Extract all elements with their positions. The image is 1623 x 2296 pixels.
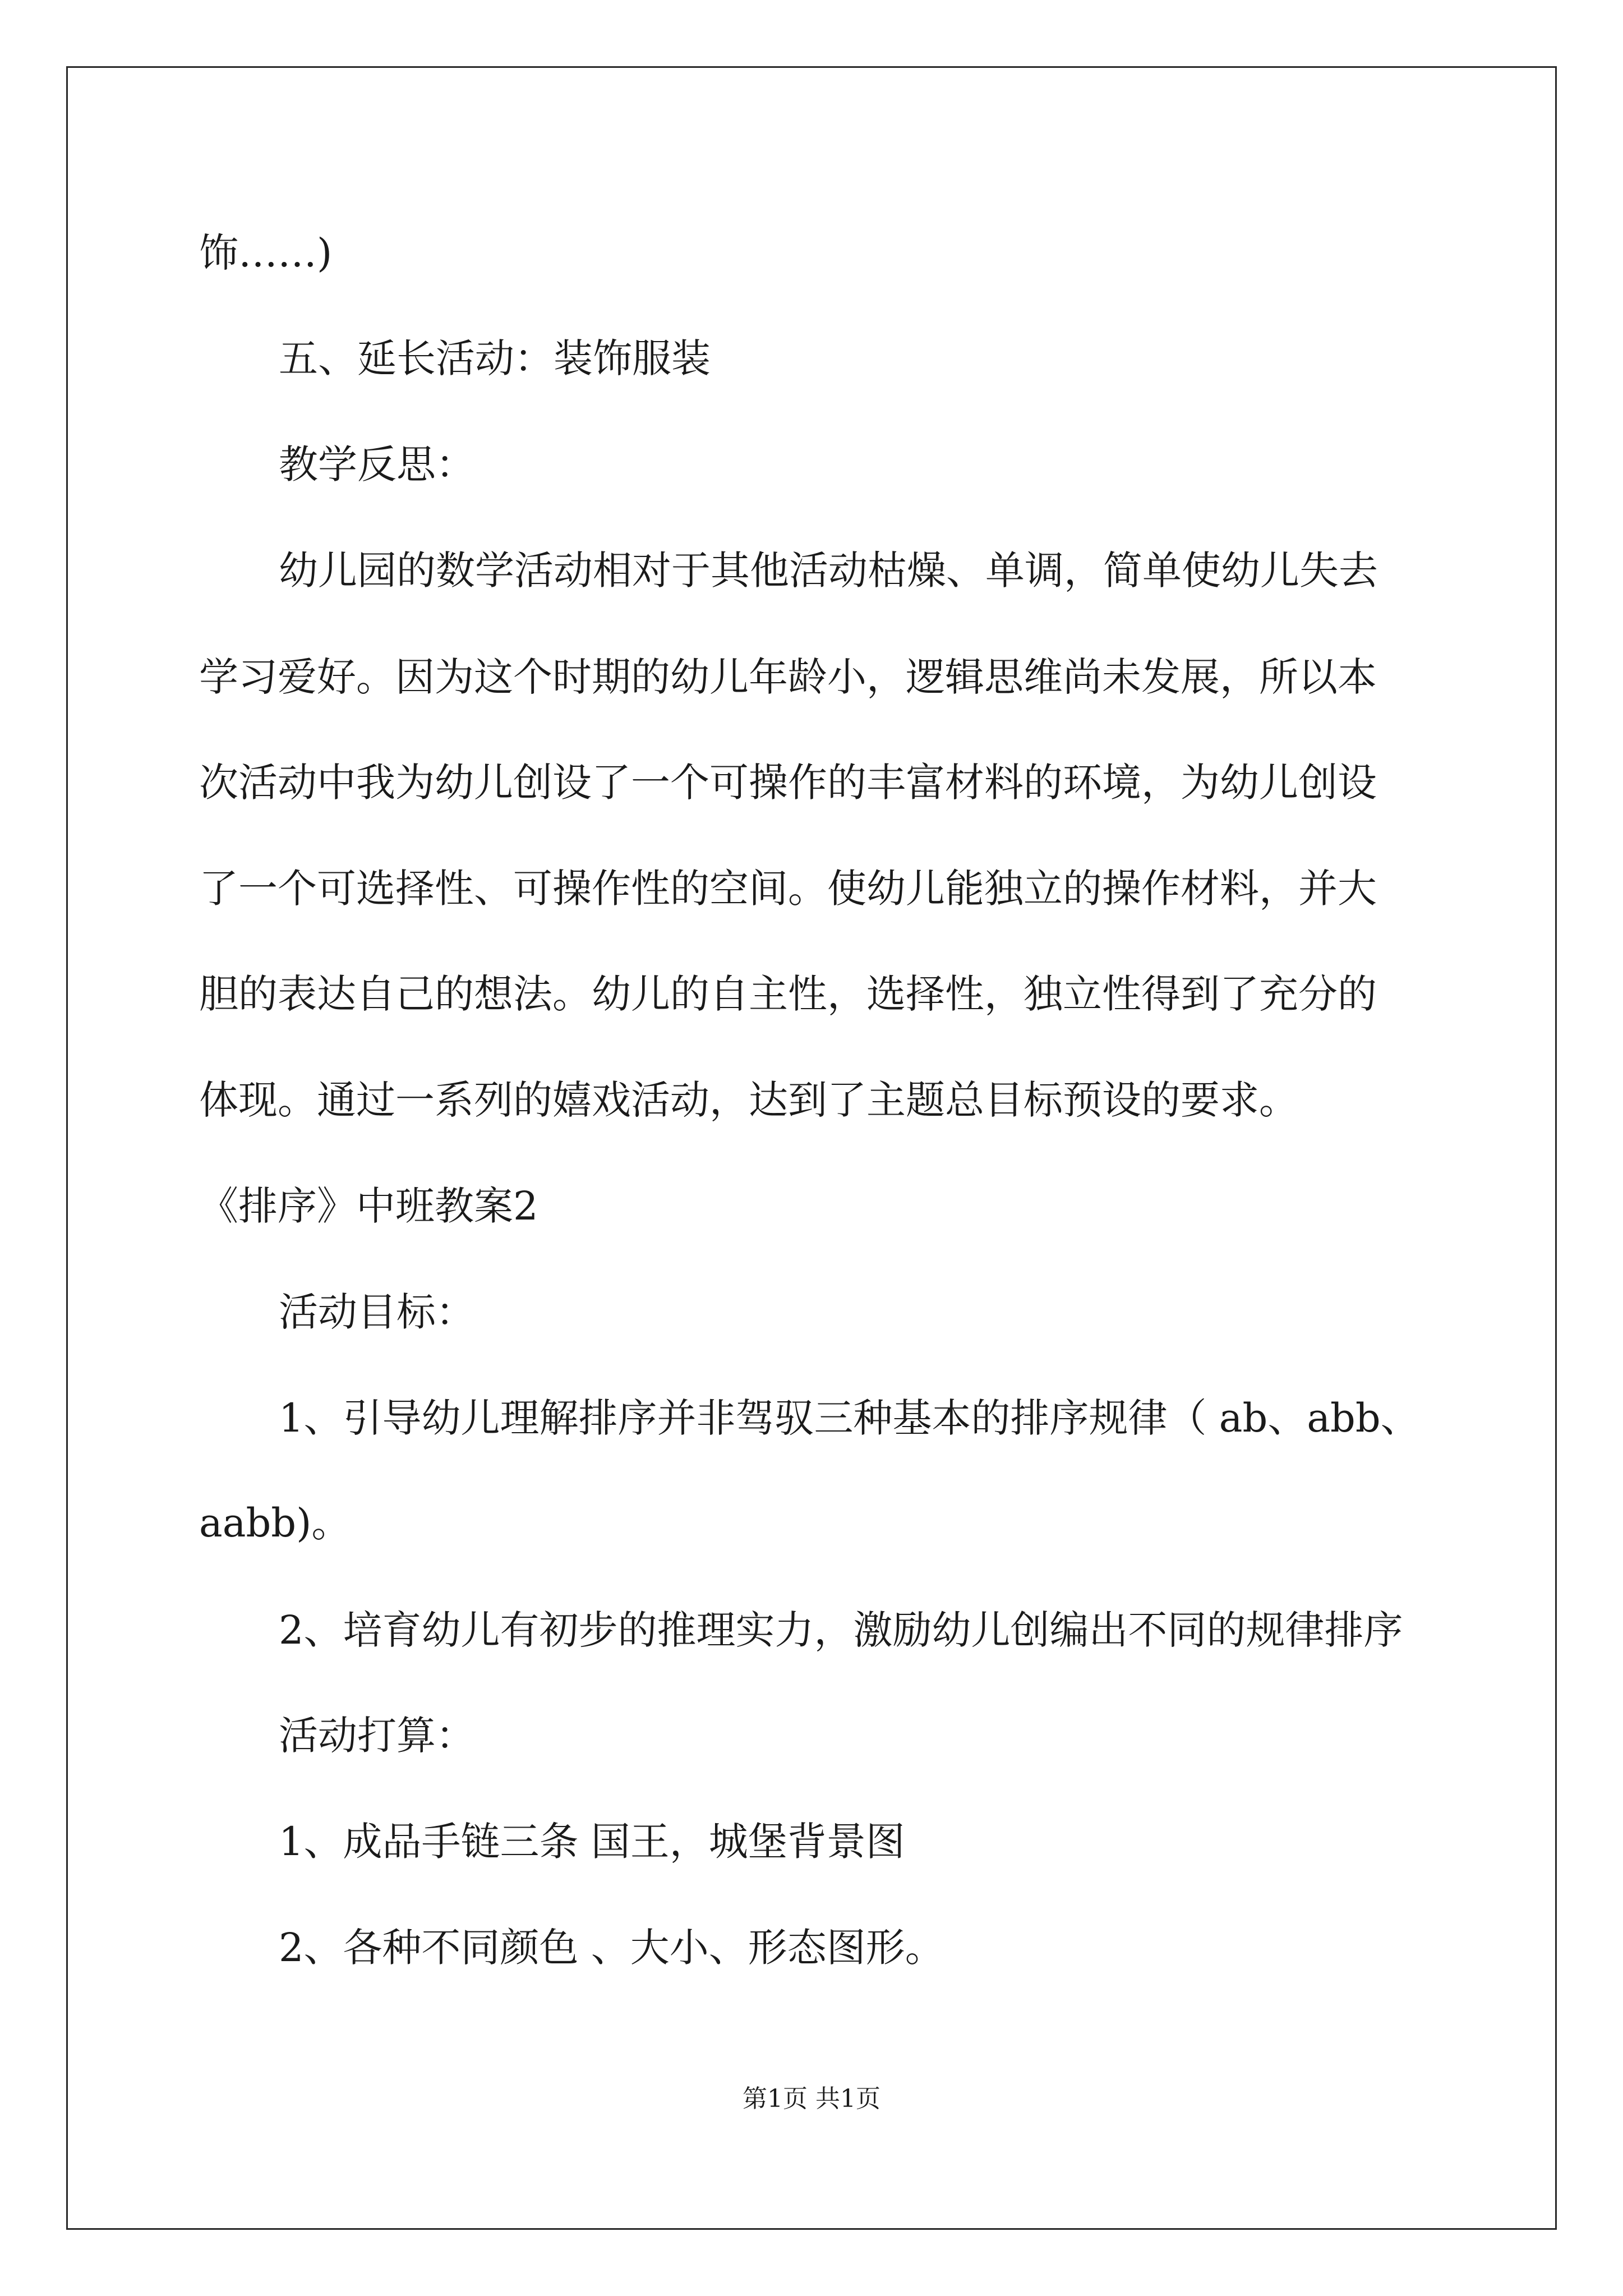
section-heading-activity-preparation: 活动打算： <box>279 1713 475 1759</box>
preparation-item-1: 1、成品手链三条 国王，城堡背景图 <box>279 1819 905 1865</box>
paragraph-line: 体现。通过一系列的嬉戏活动，达到了主题总目标预设的要求。 <box>199 1077 1298 1123</box>
preparation-item-2: 2、各种不同颜色 、大小、形态图形。 <box>279 1925 944 1971</box>
page-border <box>66 66 1557 2230</box>
paragraph-line: 幼儿园的数学活动相对于其他活动枯燥、单调，简单使幼儿失去 <box>279 547 1378 593</box>
paragraph-line: 了一个可选择性、可操作性的空间。使幼儿能独立的操作材料，并大 <box>199 866 1377 912</box>
document-title: 《排序》中班教案2 <box>199 1183 538 1229</box>
goal-item-1: 1、引导幼儿理解排序并非驾驭三种基本的排序规律（ ab、abb、 <box>279 1395 1420 1441</box>
section-heading-teaching-reflection: 教学反思： <box>279 441 475 487</box>
text-line-continuation: 饰……) <box>199 230 333 276</box>
paragraph-line: 胆的表达自己的想法。幼儿的自主性，选择性，独立性得到了充分的 <box>199 971 1377 1017</box>
paragraph-line: 学习爱好。因为这个时期的幼儿年龄小，逻辑思维尚未发展，所以本 <box>199 654 1377 700</box>
goal-item-1-continuation: aabb)。 <box>199 1500 351 1546</box>
page-number-footer: 第1页 共1页 <box>743 2085 880 2113</box>
goal-item-2: 2、培育幼儿有初步的推理实力，激励幼儿创编出不同的规律排序 <box>279 1607 1403 1653</box>
paragraph-line: 次活动中我为幼儿创设了一个可操作的丰富材料的环境，为幼儿创设 <box>199 760 1377 806</box>
section-heading-extension-activity: 五、延长活动：装饰服装 <box>279 335 711 381</box>
section-heading-activity-goals: 活动目标： <box>279 1289 475 1335</box>
